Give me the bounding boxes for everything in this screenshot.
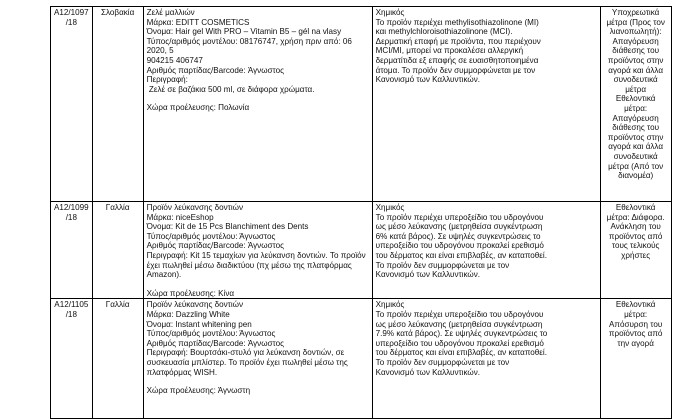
product-line: Αριθμός παρτίδας/Barcode: Άγνωστος: [146, 338, 285, 348]
product-line: Τύπος/αριθμός μοντέλου: 08176747, χρήση πριν από: 06 2020, 5: [146, 36, 355, 56]
risk-line: ως μέσο λεύκανσης (μετρηθείσα συγκέντρωση: [375, 319, 543, 329]
product-line: Χώρα προέλευσης: Κίνα: [146, 288, 235, 298]
measures-line: χρήστες: [621, 250, 651, 260]
country-text: Σλοβακία: [101, 8, 135, 17]
measures-line: Ανάκληση του: [610, 222, 661, 232]
measures-line: αγορά και άλλα: [608, 142, 664, 152]
product-line: Όνομα: Kit de 15 Pcs Blanchiment des Dents: [146, 222, 309, 232]
measures-line: την αγορά: [617, 338, 654, 348]
product-line: Χώρα προέλευσης: Πολωνία: [146, 103, 250, 113]
risk-line: υπεροξείδιο του υδρογόνου προκαλεί ερεθισμό: [375, 338, 544, 348]
country-cell: [92, 299, 143, 419]
measures-line: αγορά και άλλα: [608, 65, 664, 75]
reference-line: /18: [65, 17, 77, 27]
risk-line: Το προϊόν περιέχει υπεροξείδιο του υδρογόνου: [375, 309, 544, 319]
measures-line: διάθεσης του: [612, 46, 660, 56]
product-line: Amazon).: [146, 270, 182, 280]
product-line: Ζελέ σε βαζάκια 500 ml, σε διάφορα χρώματα.: [146, 84, 315, 94]
measures-line: προϊόντος στην: [607, 55, 664, 65]
measures-line: Υποχρεωτικά: [611, 8, 660, 17]
product-line: έχει πωληθεί μέσω διαδικτύου (πχ μέσω της πλατφόρμας: [146, 260, 352, 270]
country-cell: [92, 202, 143, 299]
measures-line: προϊόντος από: [608, 329, 663, 339]
product-line: Αριθμός παρτίδας/Barcode: Άγνωστος: [146, 241, 285, 251]
product-line: πλατφόρμας WISH.: [146, 367, 218, 377]
measures-line: λιανοπωλητή):: [609, 27, 662, 37]
risk-line: Κανονισμό των Καλλυντικών.: [375, 75, 481, 85]
product-cell: [143, 7, 372, 202]
measures-line: μέτρα: [625, 84, 647, 94]
spacer: [147, 94, 369, 103]
product-line: Όνομα: Instant whitening pen: [146, 319, 252, 329]
measures-line: Εθελοντικά: [615, 203, 656, 212]
product-line: Προϊόν λεύκανσης δοντιών: [146, 300, 244, 310]
product-line: Μάρκα: EDITT COSMETICS: [146, 17, 250, 27]
product-line: Αριθμός παρτίδας/Barcode: Άγνωστος: [146, 65, 285, 75]
reference-line: /18: [65, 309, 77, 319]
reference-cell: [51, 202, 93, 299]
spacer: [147, 280, 369, 289]
measures-line: μέτρα:: [624, 309, 648, 319]
risk-line: δερματίτιδα εξ επαφής σε ευαισθητοποιημένα: [375, 55, 539, 65]
risk-line: Χημικός: [375, 203, 405, 212]
risk-line: Το προϊόν δεν συμμορφώνεται με τον: [375, 260, 510, 270]
product-line: συσκευασία μπλίστερ. Το προϊόν έχει πωληθεί μέσω της: [146, 357, 348, 367]
risk-line: υπεροξείδιο του υδρογόνου προκαλεί ερεθισμό: [375, 241, 544, 251]
risk-line: ως μέσο λεύκανσης (μετρηθείσα συγκέντρωση: [375, 222, 543, 232]
reference-cell: [51, 7, 93, 202]
measures-line: μέτρα:: [624, 103, 648, 113]
product-line: Μάρκα: Dazzling White: [146, 309, 230, 319]
reference-line: A12/1099: [54, 203, 89, 212]
spacer: [147, 377, 369, 386]
table-row: [51, 7, 672, 202]
measures-line: Απόσυρση του: [609, 319, 663, 329]
product-line: Μάρκα: niceEshop: [146, 212, 214, 222]
risk-line: του δέρματος και είναι επιβλαβές, αν καταποθεί.: [375, 348, 547, 358]
product-line: Όνομα: Hair gel With PRO – Vitamin B5 – gél na vlasy: [146, 27, 342, 37]
risk-line: άτομα. Το προϊόν δεν συμμορφώνεται με τον: [375, 65, 536, 75]
measures-line: Εθελοντικά: [615, 94, 656, 104]
measures-line: Εθελοντικά: [615, 300, 656, 310]
measures-line: Απαγόρευση: [612, 113, 659, 123]
measures-line: Απαγόρευση: [612, 36, 659, 46]
measures-line: συνοδευτικά: [613, 75, 658, 85]
risk-line: Το προϊόν περιέχει methylisothiazolinone (MI): [375, 17, 539, 27]
risk-line: 7.9% κατά βάρος). Σε υψηλές συγκεντρώσεις το: [375, 329, 548, 339]
measures-line: διανομέα): [618, 171, 654, 181]
product-line: Περιγραφή:: [146, 75, 188, 85]
reference-cell: [51, 299, 93, 419]
risk-line: Το προϊόν περιέχει υπεροξείδιο του υδρογόνου: [375, 212, 544, 222]
risk-line: Κανονισμό των Καλλυντικών.: [375, 367, 481, 377]
risk-line: και methylchloroisothiazolinone (MCI).: [375, 27, 513, 37]
product-line: Περιγραφή: Βουρτσάκι-στυλό για λεύκανση δοντιών, σε: [146, 348, 345, 358]
product-cell: [143, 202, 372, 299]
product-line: Περιγραφή: Kit 15 τεμαχίων για λεύκανση δοντιών. Το προϊόν: [146, 250, 366, 260]
product-line: 904215 406747: [146, 55, 203, 65]
table-row: [51, 299, 672, 419]
measures-line: προϊόντος από: [608, 231, 663, 241]
product-line: Ζελέ μαλλιών: [146, 8, 195, 17]
risk-line: 6% κατά βάρος). Σε υψηλές συγκεντρώσεις το: [375, 231, 541, 241]
reference-line: A12/1097: [54, 8, 89, 17]
measures-line: μέτρα (Από τον: [608, 161, 664, 171]
product-cell: [143, 299, 372, 419]
product-line: Χώρα προέλευσης: Άγνωστη: [146, 386, 251, 396]
risk-cell: [372, 299, 600, 419]
measures-cell: [600, 299, 671, 419]
measures-line: συνοδευτικά: [613, 151, 658, 161]
measures-line: μέτρα (Προς τον: [606, 17, 665, 27]
measures-cell: [600, 7, 671, 202]
notifications-table: [50, 6, 672, 419]
risk-line: του δέρματος και είναι επιβλαβές, αν καταποθεί.: [375, 250, 547, 260]
risk-line: Χημικός: [375, 300, 405, 310]
product-line: Τύπος/αριθμός μοντέλου: Άγνωστος: [146, 231, 276, 241]
product-line: Προϊόν λεύκανσης δοντιών: [146, 203, 244, 212]
risk-line: Το προϊόν δεν συμμορφώνεται με τον: [375, 357, 510, 367]
country-cell: [92, 7, 143, 202]
measures-line: διάθεσης του: [612, 123, 660, 133]
country-text: Γαλλία: [105, 300, 130, 310]
risk-cell: [372, 7, 600, 202]
reference-line: /18: [65, 212, 77, 222]
reference-line: A12/1105: [54, 300, 89, 310]
measures-cell: [600, 202, 671, 299]
risk-line: Δερματική επαφή με προϊόντα, που περιέχουν: [375, 36, 541, 46]
measures-line: μέτρα: Διάφορα.: [606, 212, 665, 222]
table-row: [51, 202, 672, 299]
measures-line: προϊόντος στην: [607, 132, 664, 142]
risk-line: MCI/MI, μπορεί να προκαλέσει αλλεργική: [375, 46, 524, 56]
risk-line: Κανονισμό των Καλλυντικών.: [375, 270, 481, 280]
country-text: Γαλλία: [105, 203, 130, 212]
risk-cell: [372, 202, 600, 299]
risk-line: Χημικός: [375, 8, 405, 17]
product-line: Τύπος/αριθμός μοντέλου: Άγνωστος: [146, 329, 276, 339]
measures-line: τους τελικούς: [611, 241, 660, 251]
